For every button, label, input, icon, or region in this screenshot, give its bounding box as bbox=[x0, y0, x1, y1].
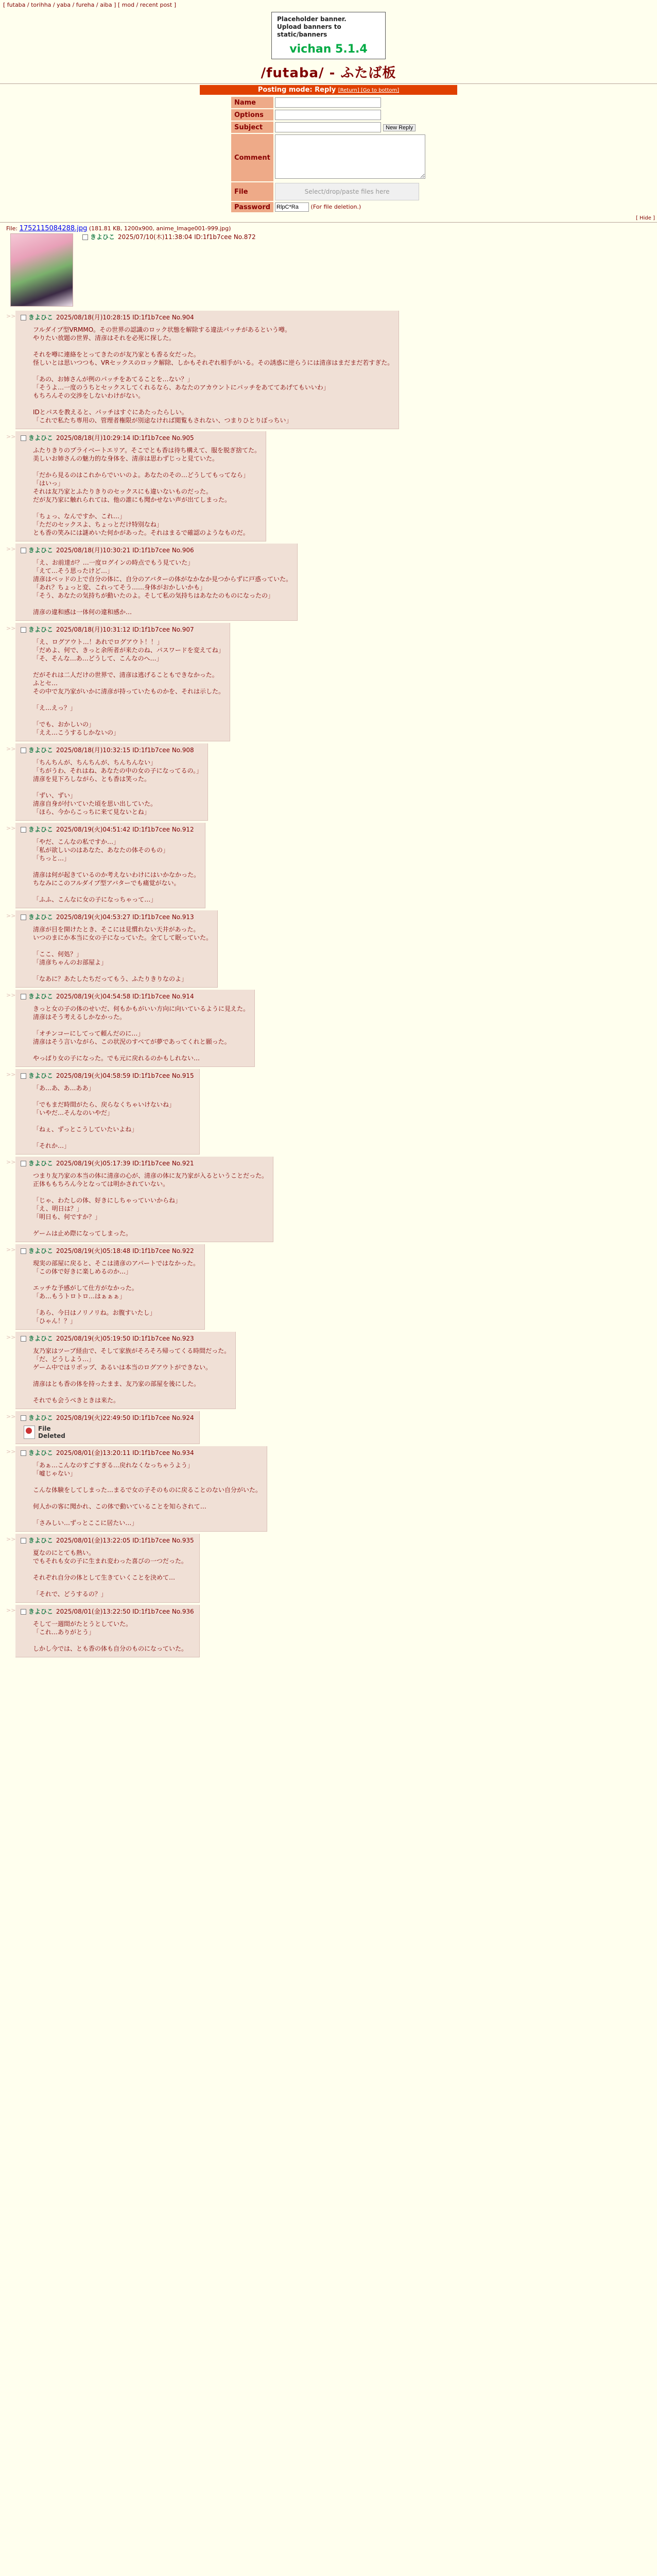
post-meta[interactable]: 2025/07/10(木)11:38:04 ID:1f1b7cee No.872 bbox=[117, 233, 256, 241]
post-body: つまり友乃家の本当の体に清彦の心が、清彦の体に友乃家が入るということだった。 正体ももちろん今となっては明かされていない。 「じゃ、わたしの体、好きにしちゃっていいからね」 「え、明日は？」 「明日も、何ですか？」 ゲームは止め際になってしまった。 bbox=[33, 1172, 268, 1237]
file-dropzone[interactable]: Select/drop/paste files here bbox=[275, 183, 419, 200]
reply-post bbox=[15, 1605, 200, 1657]
post-body: 夏なのにとても熱い。 でもそれも女の子に生まれ変わった喜びの一つだった。 それぞれ自分の体として生きていくことを決めて… 「それで、どうするの？」 bbox=[33, 1549, 187, 1598]
poster-name: きよひこ bbox=[28, 1537, 54, 1544]
reply-post bbox=[15, 1411, 200, 1444]
reply-post bbox=[15, 1157, 273, 1242]
reply-post bbox=[15, 1069, 200, 1155]
post-body: そして一週間がたとうとしていた。 「これ…ありがとう」 しかし今では、とも香の体も自分のものになっていた。 bbox=[33, 1620, 188, 1652]
post-checkbox[interactable] bbox=[21, 1161, 26, 1166]
post-body: フルダイブ型VRMMO。その世界の認識のロック状態を解除する違法パッチがあるという噂。 やりたい放題の世界、清彦はそれを必死に探した。 それを噂に連絡をとってきたのが友乃家とも香る女だった。 怪しいとは思いつつも、VRセックスのロック解除、しかもそれぞれ相手がいる。その誘惑に逆らうには清彦はまだまだ若すぎた。 「あの、お姉さんが例のパッチをあてることを…ない？」 「そうよ…一度のうちとセックスしてくれるなら、あなたのアカウントにパッチをあててあげてもいいわ」 もちろんその交渉をしないわけがない。 IDとパスを教えると、パッチはすぐにあたったらしい。 「これで私たち専用の、管理者権限が別途なければ閲覧もされない、つまりひとりぼっちい」 bbox=[33, 326, 394, 424]
post-body: 現実の部屋に戻ると、そこは清彦のアパートではなかった。 「この体で好きに楽しめるのか…」 エッチな予感がして仕方がなかった。 「あ…もうトロトロ…はぁぁぁ」 「あら、今日はノリノリね。お腹すいたし」 「ひゃん！？」 bbox=[33, 1260, 200, 1325]
op-file-info: File: 1752115084288.jpg (181.81 KB, 1200x900, anime_Image001-999.jpg) bbox=[6, 225, 231, 232]
post-meta[interactable]: 2025/08/18(月)10:29:14 ID:1f1b7cee No.905 bbox=[56, 434, 194, 442]
poster-name: きよひこ bbox=[28, 1160, 54, 1167]
post-body: 「あ…あ、あ…ああ」 「でもまだ時間がたら、戻らなくちゃいけないね」 「いやだ…そんなのいやだ」 「ねぇ、ずっとこうしていたいよね」 「それか…」 bbox=[33, 1084, 176, 1149]
post-checkbox[interactable] bbox=[21, 748, 26, 753]
reply-wrapper bbox=[6, 431, 651, 541]
reply-header bbox=[21, 745, 202, 754]
reply-header bbox=[21, 1159, 268, 1167]
poster-name: きよひこ bbox=[28, 1449, 54, 1456]
deleted-file-label: File Deleted bbox=[38, 1425, 65, 1439]
reply-wrapper bbox=[6, 823, 651, 908]
poster-name: きよひこ bbox=[28, 434, 54, 442]
reply-header bbox=[21, 313, 393, 321]
reply-header bbox=[21, 1448, 262, 1457]
post-meta[interactable]: 2025/08/19(火)04:54:58 ID:1f1b7cee No.914 bbox=[56, 993, 194, 1000]
post-meta[interactable]: 2025/08/01(金)13:20:11 ID:1f1b7cee No.934 bbox=[56, 1449, 194, 1456]
op-header bbox=[6, 232, 651, 241]
password-input[interactable] bbox=[275, 202, 309, 212]
op-file-meta: (181.81 KB, 1200x900, anime_Image001-999.jpg) bbox=[89, 225, 231, 232]
post-body: きっと女の子の体のせいだ、何もかもがいい方向に向いているように見えた。 清彦はそう考えるしかなかった。 「オチンコーにしてって頼んだのに…」 清彦はそう言いながら、この状況のすべてが夢であってくれと願った。 やっぱり女の子になった。でも元に戻れるのかもしれない… bbox=[33, 1005, 250, 1062]
poster-name: きよひこ bbox=[28, 1608, 54, 1615]
post-meta[interactable]: 2025/08/18(月)10:28:15 ID:1f1b7cee No.904 bbox=[56, 314, 194, 321]
posting-mode-label: Posting mode: Reply bbox=[257, 86, 336, 94]
post-checkbox[interactable] bbox=[21, 994, 26, 999]
op-post bbox=[6, 232, 651, 309]
post-checkbox[interactable] bbox=[21, 1609, 26, 1615]
boardlist-links[interactable]: [ futaba / torihha / yaba / fureha / aiba ] [ mod / recent post ] bbox=[3, 2, 176, 8]
poster-name: きよひこ bbox=[28, 547, 54, 554]
poster-name: きよひこ bbox=[28, 826, 54, 833]
reply-header bbox=[21, 1246, 199, 1255]
options-label: Options bbox=[231, 109, 273, 121]
reply-header bbox=[21, 825, 200, 834]
post-checkbox[interactable] bbox=[21, 627, 26, 633]
password-note: (For file deletion.) bbox=[310, 204, 361, 210]
deleted-file bbox=[24, 1425, 194, 1439]
reply-wrapper bbox=[6, 311, 651, 429]
reply-post bbox=[15, 743, 208, 821]
post-checkbox[interactable] bbox=[21, 1538, 26, 1544]
reply-wrapper bbox=[6, 623, 651, 741]
reply-header bbox=[21, 1536, 194, 1545]
post-meta[interactable]: 2025/08/19(火)05:19:50 ID:1f1b7cee No.923 bbox=[56, 1335, 194, 1342]
post-body: 「え、ログアウト…！あれでログアウト！！」 「だめよ、何で、きっと余所者が来たのね、パスワードを変えてね」 「そ、そんな…あ…どうして、こんなのへ…」 だがそれは二人だけの世界で、清彦は逃げることもできなかった。 ふとセ… その中で友乃家がいかに清彦が持っていたものかを、それは示した。 「え…えっ？」 「でも、おかしいの」 「ええ…こうするしかないの」 bbox=[33, 638, 225, 736]
reply-header bbox=[21, 992, 249, 1001]
reply-post bbox=[15, 1244, 205, 1330]
op-file-link[interactable]: 1752115084288.jpg bbox=[19, 225, 88, 232]
reply-header bbox=[21, 1071, 194, 1080]
banner-line2: Upload banners to static/banners bbox=[277, 23, 341, 38]
post-checkbox[interactable] bbox=[21, 548, 26, 553]
banner-version: vichan 5.1.4 bbox=[289, 43, 368, 56]
reply-post bbox=[15, 431, 266, 541]
post-checkbox[interactable] bbox=[21, 827, 26, 833]
reply-wrapper bbox=[6, 544, 651, 621]
poster-name: きよひこ bbox=[90, 233, 115, 241]
poster-name: きよひこ bbox=[28, 1072, 54, 1079]
name-label: Name bbox=[231, 97, 273, 108]
password-label: Password bbox=[231, 202, 273, 212]
post-body: 「あぁ…こんなのすごすぎる…戻れなくなっちゃうよう」 「嘘じゃない」 こんな体験をしてしまった…まるで女の子そのものに戻ることのない自分がいた。 何人かの客に聞かれ、この体で動いていることを知らされて… 「さみしい…ずっとここに居たい…」 bbox=[33, 1462, 262, 1527]
post-meta[interactable]: 2025/08/01(金)13:22:50 ID:1f1b7cee No.936 bbox=[56, 1608, 194, 1615]
reply-header bbox=[21, 1334, 230, 1343]
post-meta[interactable]: 2025/08/19(火)04:58:59 ID:1f1b7cee No.915 bbox=[56, 1072, 194, 1079]
reply-wrapper bbox=[6, 990, 651, 1067]
posting-mode-bar bbox=[200, 85, 457, 95]
post-body: 清彦が目を開けたとき、そこには見慣れない天井があった。 いつのまにか本当に女の子になっていた。全てして眠っていた。 「ここ、何処？」 「清彦ちゃんのお部屋よ」 「なあに？あたしたちだってもう、ふたりきりなのよ」 bbox=[33, 926, 213, 982]
post-checkbox[interactable] bbox=[82, 234, 88, 240]
file-label: File bbox=[231, 182, 273, 201]
reply-post bbox=[15, 1534, 200, 1603]
subject-label: Subject bbox=[231, 122, 273, 133]
post-meta[interactable]: 2025/08/19(火)04:51:42 ID:1f1b7cee No.912 bbox=[56, 826, 194, 833]
post-checkbox[interactable] bbox=[21, 914, 26, 920]
post-checkbox[interactable] bbox=[21, 435, 26, 441]
deleted-file-icon bbox=[24, 1426, 35, 1439]
post-meta[interactable]: 2025/08/19(火)05:17:39 ID:1f1b7cee No.921 bbox=[56, 1160, 194, 1167]
post-meta[interactable]: 2025/08/18(月)10:31:12 ID:1f1b7cee No.907 bbox=[56, 626, 194, 633]
banner-line1: Placeholder banner. bbox=[277, 15, 347, 23]
hide-toggle-label[interactable]: [ Hide ] bbox=[636, 215, 655, 221]
new-reply-button[interactable]: New Reply bbox=[383, 124, 416, 131]
thread bbox=[0, 225, 657, 1657]
poster-name: きよひこ bbox=[28, 993, 54, 1000]
reply-header bbox=[21, 433, 261, 442]
post-checkbox[interactable] bbox=[21, 1336, 26, 1342]
reply-wrapper bbox=[6, 1605, 651, 1657]
reply-wrapper bbox=[6, 910, 651, 988]
reply-header bbox=[21, 625, 224, 634]
boardlist bbox=[0, 0, 657, 10]
name-input[interactable] bbox=[275, 97, 381, 108]
reply-header bbox=[21, 912, 212, 921]
poster-name: きよひこ bbox=[28, 1414, 54, 1421]
hide-toggle[interactable] bbox=[2, 215, 655, 221]
reply-wrapper bbox=[6, 1411, 651, 1444]
reply-header bbox=[21, 1607, 194, 1616]
post-body: ふたりきりのプライベートエリア。そこでとも香は待ち構えて、服を脱ぎ捨てた。 美しいお姉さんの魅力的な身体を、清彦は思わずじっと見ていた。 「だから見るのはこれからでいいのよ。あなたのその…どうしてもってなら」 「はいっ」 それは友乃家とふたりきりのセックスにも違いないものだった。 だが友乃家に触れられては、他の誰にも聞かせない声が出てしまった。 「ちょっ、なんですか、これ…」 「ただのセックスよ、ちょっとだけ特別なね」 とも香の笑みには謎めいた何かがあった。それはまるで確認のようなものだ。 bbox=[33, 447, 261, 536]
reply-wrapper bbox=[6, 1244, 651, 1330]
return-links[interactable]: [Return] [Go to bottom] bbox=[338, 88, 400, 93]
reply-wrapper bbox=[6, 1446, 651, 1532]
post-checkbox[interactable] bbox=[21, 1415, 26, 1421]
post-body: 「ちんちんが、ちんちんが、ちんちんない」 「ちがうわ、それはね、あなたの中の女の子になってるの。」 清彦を見下ろしながら、とも香は笑った。 「ずい、ずい」 清彦自身が付いていた頃を思い出していた。 「ほら、今からこっちに来て見ないとね」 bbox=[33, 759, 203, 816]
subject-input[interactable] bbox=[275, 122, 381, 132]
post-meta[interactable]: 2025/08/18(月)10:30:21 ID:1f1b7cee No.906 bbox=[56, 547, 194, 554]
reply-wrapper bbox=[6, 1332, 651, 1409]
reply-post bbox=[15, 1446, 267, 1532]
poster-name: きよひこ bbox=[28, 1335, 54, 1342]
post-body: 「やだ、こんなの私ですか…」 「私が欲しいのはあなた、あなたの体そのもの」 「ちっと…」 清彦は何が起きているのか考えないわけにはいかなかった。 ちなみにこのフルダイブ型アバターでも痛覚がない。 「ふふ、こんなに女の子になっちゃって…」 bbox=[33, 838, 200, 903]
reply-post bbox=[15, 544, 298, 621]
post-checkbox[interactable] bbox=[21, 1450, 26, 1456]
post-body: 友乃家はツーブ経由で、そして家族がそろそろ帰ってくる時間だった。 「だ、どうしよう…」 ゲーム中ではリポップ、あるいは本当のログアウトができない。 清彦はとも香の体を持ったまま、友乃家の部屋を後にした。 それでも会うべきときは来た。 bbox=[33, 1347, 231, 1404]
poster-name: きよひこ bbox=[28, 314, 54, 321]
poster-name: きよひこ bbox=[28, 626, 54, 633]
post-form bbox=[230, 96, 427, 213]
post-meta[interactable]: 2025/08/19(火)04:53:27 ID:1f1b7cee No.913 bbox=[56, 913, 194, 921]
banner[interactable] bbox=[271, 12, 386, 59]
poster-name: きよひこ bbox=[28, 1247, 54, 1255]
replies bbox=[6, 311, 651, 1657]
board-title: /futaba/ - ふたば板 bbox=[261, 65, 396, 81]
reply-post bbox=[15, 311, 399, 429]
post-checkbox[interactable] bbox=[21, 1248, 26, 1254]
post-meta[interactable]: 2025/08/19(火)05:18:48 ID:1f1b7cee No.922 bbox=[56, 1247, 194, 1255]
reply-header bbox=[21, 546, 292, 554]
reply-post bbox=[15, 823, 205, 908]
comment-label: Comment bbox=[231, 134, 273, 181]
divider bbox=[0, 83, 657, 84]
post-meta[interactable]: 2025/08/19(火)22:49:50 ID:1f1b7cee No.924 bbox=[56, 1414, 194, 1421]
poster-name: きよひこ bbox=[28, 747, 54, 754]
divider bbox=[0, 222, 657, 223]
options-input[interactable] bbox=[275, 110, 381, 120]
comment-textarea[interactable] bbox=[275, 134, 425, 179]
reply-post bbox=[15, 990, 255, 1067]
post-checkbox[interactable] bbox=[21, 1073, 26, 1079]
reply-post bbox=[15, 623, 230, 741]
post-meta[interactable]: 2025/08/01(金)13:22:05 ID:1f1b7cee No.935 bbox=[56, 1537, 194, 1544]
op-thumbnail[interactable] bbox=[10, 233, 73, 307]
reply-post bbox=[15, 910, 218, 988]
post-body: 「え、お前達が？…一度ログインの時点でもう見ていた」 「えて…そう思ったけど…」 清彦はベッドの上で自分の体に、自分のアバターの体がなかなか見つからずに戸惑っていた。 「あれ？ちょっと変、これってそう……身体がおかしいかも」 「そう、あなたの気持ちが動いたのよ。そして私の気持ちはあなたのものになったの」 清彦の違和感は一体何の違和感か… bbox=[33, 559, 292, 616]
reply-wrapper bbox=[6, 743, 651, 821]
reply-header bbox=[21, 1413, 194, 1422]
reply-wrapper bbox=[6, 1157, 651, 1242]
post-checkbox[interactable] bbox=[21, 315, 26, 320]
poster-name: きよひこ bbox=[28, 913, 54, 921]
reply-post bbox=[15, 1332, 236, 1409]
reply-wrapper bbox=[6, 1534, 651, 1603]
post-meta[interactable]: 2025/08/18(月)10:32:15 ID:1f1b7cee No.908 bbox=[56, 747, 194, 754]
reply-wrapper bbox=[6, 1069, 651, 1155]
